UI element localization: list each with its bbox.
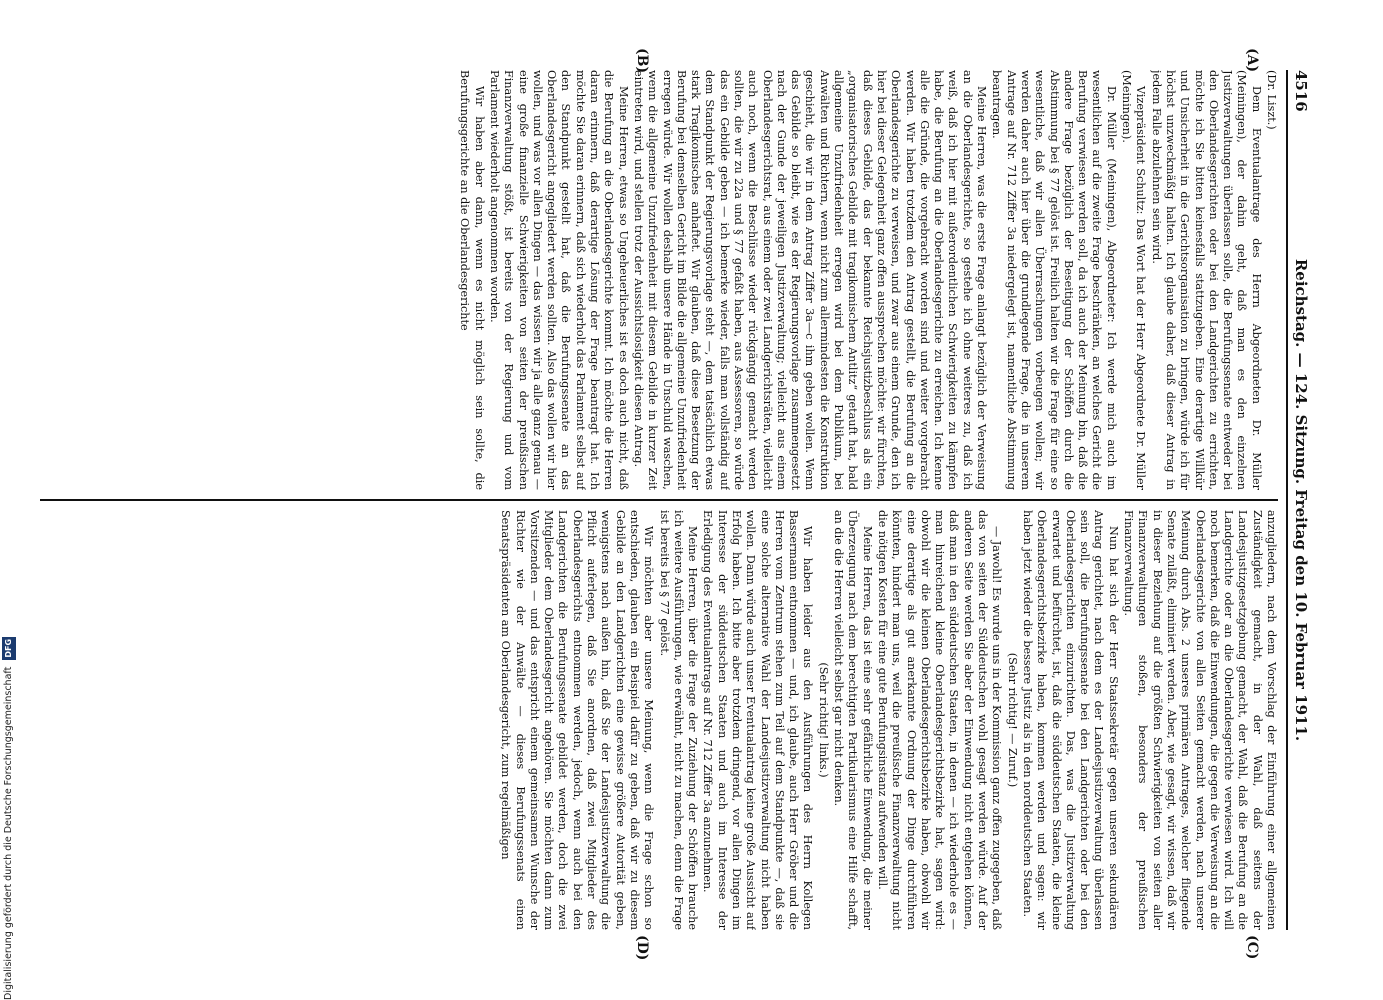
paragraph: — Jawohl! Es wurde uns in der Kommission ganz offen zugegeben, daß das von seiten der Süddeutschen wohl gesagt werden würde. Auf der anderen Seite werden Sie aber der Einwendung nicht entgehen können, daß man in den süddeutschen Staaten, in denen — ich wiederhole es — man hinreichend kleine Oberlandesgerichtsbezirke hat, sagen wird: obwohl wir die kleinen Oberlandesgerichtsbezirke haben, obwohl wir eine derartige als gut anerkannte Ordnung der Dinge durchführen könnten, hindert man uns, weil die preußische Finanzverwaltung nicht die nötigen Kosten für eine gute Berufungsinstanz aufwenden will. <box>875 510 1004 930</box>
dfg-logo: DFG <box>2 637 16 660</box>
margin-marker-b: (B) <box>634 48 650 74</box>
paragraph: anzugliedern, nach dem Vorschlag der Einführung einer allgemeinen Zuständigkeit gemacht, in der Wahl, daß seitens der Landesjustizgesetzgebung gemacht, der Wahl, daß die Berufung an die Landgerichte oder an die Oberlandesgerichte verwiesen wird. Ich will noch bemerken, daß die Einwendungen, die gegen die Verweisung an die Oberlandesgerichte von allen Seiten gemacht werden, nach unserer Meinung durch Abs. 2 unseres primären Antrages, welcher fliegende Senate zuläßt, eliminiert werden. Aber, wie gesagt, wir wissen, daß wir in dieser Beziehung auf die größten Schwierigkeiten von seiten aller Finanzverwaltungen stoßen, besonders der preußischen Finanzverwaltung. <box>1122 510 1278 930</box>
paragraph: Wir haben aber dann, wenn es nicht möglich sein sollte, die Berufungsgerichte an die Oberlandesgerichte <box>458 70 486 490</box>
paragraph: Meine Herren, was die erste Frage anlangt bezüglich der Verweisung an die Oberlandesgerichte, so gestehe ich ohne weiteres zu, daß ich weiß, daß ich hier mit außerordentlichen Schwierigkeiten zu kämpfen habe, die Berufung an die Oberlandesgerichte zu erreichen. Ich kenne alle die Gründe, die vorgebracht worden sind und weiter vorgebracht werden. Wir haben trotzdem den Antrag gestellt, die Berufung an die Oberlandesgerichte zu verweisen, und zwar aus einem Grunde, den ich hier bei dieser Gelegenheit ganz offen aussprechen möchte: wir fürchten, daß dieses Gebilde, das der bekannte Reichsjustizbeschluss als ein „organisatorisches Gebilde mit tragikomischem Antlitz“ getauft hat, bald allgemeine Unzufriedenheit erregen wird bei dem Publikum, bei Anwälten und Richtern, wenn nicht zum allermindesten die Konstruktion geschieht, die wir in dem Antrag Ziffer 3a—c ihm geben wollen. Wenn das Gebilde so bleibt, wie es der Regierungsvorlage zusammengesetzt nach der Gunde der jeweiligen Justizverwaltung; vielleicht aus einem Oberlandesgerichtsrat, aus einem oder zwei Landgerichtsräten, vielleicht auch noch, wenn die Beschlüsse wieder rückgängig gemacht werden sollten, die wir zu 22a und § 77 gefaßt haben, aus Assessoren, so würde das ein Gebilde geben — ich bemerke wieder, falls man vollständig auf dem Standpunkt der Regierungsvorlage steht —, dem tatsächlich etwas stark Tragikomisches anhaftet. Wir glauben, daß diese Besetzung der Berufung bei demselben Gericht im Bilde die allgemeine Unzufriedenheit erregen würde. Wir wollen deshalb unsere Hände in Unschuld waschen, wenn die allgemeine Unzufriedenheit mit diesem Gebilde in kurzer Zeit eintreten wird, und stellen trotz der Aussichtslosigkeit diesen Antrag. <box>631 70 989 490</box>
paragraph: Wir haben leider aus den Ausführungen des Herrn Kollegen Bassermann entnommen — und, ich glaube, auch Herr Gröber und die Herren vom Zentrum stehen zum Teil auf dem Standpunkte —, daß sie eine solche alternative Wahl der Landesjustizverwaltung nicht haben wollen. Dann würde auch unser Eventualantrag keine große Aussicht auf Erfolg haben. Ich bitte aber trotzdem dringend, vor allen Dingen im Interesse der süddeutschen Staaten und auch im Interesse der Erledigung des Eventualantrags auf Nr. 712 Ziffer 3a anzunehmen. <box>701 510 815 930</box>
credit-text: Digitalisierung gefördert durch die Deutsche Forschungsgemeinschaft <box>3 666 14 1000</box>
digitization-credit <box>2 0 16 1000</box>
paragraph: Meine Herren, über die Frage der Zuziehung der Schöffen brauche ich weitere Ausführungen, wie erwähnt, nicht zu machen, denn die Frage ist bereits bei § 77 gelöst. <box>657 510 700 930</box>
column-divider <box>40 499 1278 501</box>
paragraph: Dr. Müller (Meiningen), Abgeordneter: Ich werde mich auch im wesentlichen auf die zweite Frage beschränken, an welches Gericht die Berufung verwiesen werden soll, da ich auch der Meinung bin, daß die andere Frage bezüglich der Beseitigung der Schöffen durch die Abstimmung bei § 77 gelöst ist. Freilich halten wir die Frage für eine so wesentliche, daß wir allen Überraschungen vorbeugen wollen; wir werden daher auch hier über die grundlegende Frage, die in unserem Antrage auf Nr. 712 Ziffer 3a niedergelegt ist, namentliche Abstimmung beantragen. <box>990 70 1118 490</box>
paragraph: Dem Eventualantrage des Herrn Abgeordneten Dr. Müller (Meiningen), der dahin geht, daß man es den einzelnen Justizverwaltungen überlassen solle, die Berufungssenate entweder bei den Oberlandesgerichten oder bei den Landgerichten zu errichten, möchte ich Sie bitten keinesfalls stattzugeben. Eine derartige Willkür und Unsicherheit in die Gerichtsorganisation zu bringen, würde ich für höchst unzweckmäßig halten. Ich glaube daher, daß dieser Antrag in jedem Falle abzulehnen sein wird. <box>1149 70 1263 490</box>
paragraph: Vizepräsident Schultz: Das Wort hat der Herr Abgeordnete Dr. Müller (Meiningen). <box>1120 70 1148 490</box>
page-number: 4516 <box>1292 70 1310 112</box>
interjection: (Sehr richtig! links.) <box>816 662 830 778</box>
page-header <box>1286 70 1312 930</box>
paragraph: Wir möchten aber unsere Meinung, wenn die Frage schon so entschieden, glauben ein Beispiel dafür zu geben, daß wir zu diesem Gebilde an den Landgerichten eine gewisse größere Autorität geben, wenigstens nach außen hin, daß Sie der Landesjustizverwaltung die Pflicht auferlegen, daß Sie anordnen, daß zwei Mitglieder des Oberlandesgerichts entnommen werden, jedoch, wenn auch bei den Landgerichten die Berufungssenate gebildet werden, doch die zwei Mitglieder dem Oberlandesgericht angehören. Sie möchten dann zum Vorsitzenden — und das entspricht einem gemeinsamen Wunsche der Richter wie der Anwälte — dieses Berufungssenats einen Senatspräsidenten am Oberlandesgericht, zum regelmäßigen <box>499 510 656 930</box>
margin-marker-c: (C) <box>1244 935 1260 960</box>
running-title: Reichstag. — 124. Sitzung. Freitag den 10. Februar 1911. <box>1292 258 1310 742</box>
paragraph: Nun hat sich der Herr Staatssekretär gegen unseren sekundären Antrag gerichtet, nach dem es der Landesjustizverwaltung überlassen sein soll, die Berufungssenate bei den Landgerichten oder bei den Oberlandesgerichten einzurichten. Das, was die Justizverwaltung erwartet und befürchtet, ist, daß die süddeutschen Staaten, die kleine Oberlandesgerichtsbezirke haben, kommen werden und sagen: wir haben jetzt wieder die bessere Justiz als in den norddeutschen Staaten. <box>1020 510 1120 930</box>
margin-marker-a: (A) <box>1244 48 1260 73</box>
right-column <box>40 510 1278 930</box>
left-column <box>40 70 1278 490</box>
interjection: (Sehr richtig! — Zuruf.) <box>1005 652 1019 788</box>
margin-marker-d: (D) <box>634 935 650 961</box>
speaker-note: (Dr. Liszt.) <box>1265 70 1278 130</box>
paragraph: Meine Herren, das ist eine sehr gefährliche Einwendung, die meiner Überzeugung nach dem berechtigten Partikularismus eine Hilfe schafft, an die die Herren vielleicht selbst gar nicht denken. <box>832 510 874 930</box>
paragraph: Meine Herren, etwas so Ungeheuerliches ist es doch auch nicht, daß die Berufung an die Oberlandesgerichte kommt. Ich möchte die Herren daran erinnern, daß derartige Lösung der Frage beantragt hat. Ich möchte Sie daran erinnern, daß sich wiederholt das Parlament selbst auf den Standpunkt gestellt hat, daß die Berufungssenate an das Oberlandesgericht angegliedert werden sollten. Also das wollen wir hier wollen, und was vor allen Dingen — das wissen wir ja alle ganz genau — eine große finanzielle Schwierigkeiten von seiten der preußischen Finanzverwaltung stößt, ist bereits von der Regierung und vom Parlament wiederholt angenommen worden. <box>487 70 630 490</box>
